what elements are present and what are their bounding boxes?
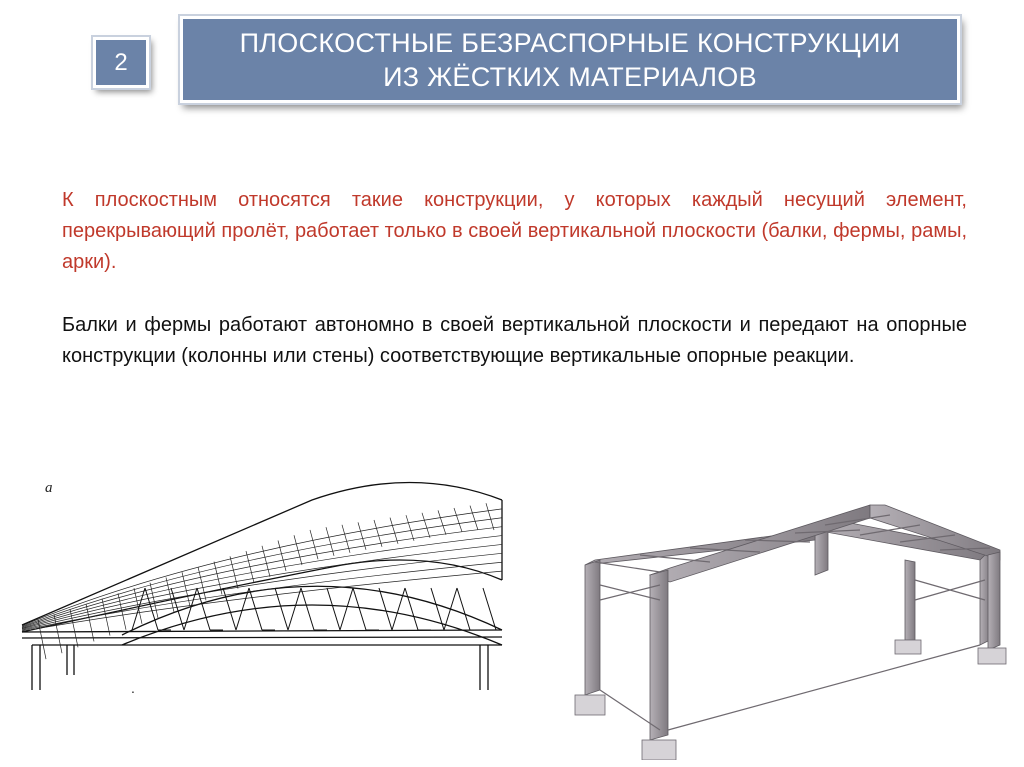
truss-web-member (288, 588, 301, 630)
title-line-2: ИЗ ЖЁСТКИХ МАТЕРИАЛОВ (383, 61, 757, 92)
roof-grid-line (230, 556, 238, 588)
roof-grid-line (118, 593, 126, 629)
roof-grid-line (86, 604, 94, 642)
arched-roof-drawing (12, 470, 512, 700)
truss-web-member (431, 588, 444, 630)
roof-grid-line (390, 518, 398, 544)
figure-mark: . (131, 680, 135, 696)
roof-grid-line (374, 520, 382, 547)
truss-web-member (184, 588, 197, 630)
title-line-1: ПЛОСКОСТНЫЕ БЕЗРАСПОРНЫЕ КОНСТРУКЦИИ (239, 27, 901, 58)
figure-a-label: а (45, 480, 53, 496)
truss-web-member (353, 588, 366, 630)
roof-grid-line (486, 503, 494, 530)
truss-web-member (405, 588, 418, 630)
truss-web-member (327, 588, 340, 630)
roof-grid-line (358, 522, 366, 549)
description-paragraph: Балки и фермы работают автономно в своей вертикальной плоскости и передают на опорные конструкции (колонны или стены) соответствующие вертикальные опорные реакции. (62, 314, 967, 367)
truss-web-member (197, 588, 210, 630)
roof-grid-line (406, 515, 414, 541)
definition-paragraph: К плоскостным относятся такие конструкции, у которых каждый несущий элемент, перекрывающий пролёт, работает только в своей вертикальной плоскости (балки, фермы, рамы, арки). (62, 189, 967, 273)
roof-grid-line (438, 510, 446, 534)
roof-grid-line (454, 508, 462, 532)
steel-frame-render (560, 490, 1010, 760)
roof-grid-line (22, 571, 502, 631)
slide-number: 2 (114, 48, 128, 76)
slide-number-badge (93, 37, 149, 88)
truss-web-member (132, 588, 145, 630)
truss-web-member (340, 588, 353, 630)
roof-grid-line (470, 506, 478, 530)
roof-grid-line (278, 541, 286, 571)
truss-web-member (301, 588, 314, 630)
roof-grid-line (22, 536, 502, 629)
truss-web-member (379, 588, 392, 630)
truss-web-member (457, 588, 470, 630)
roof-grid-line (22, 553, 502, 629)
title-banner (180, 16, 960, 103)
roof-grid-line (422, 513, 430, 538)
truss-web-member (444, 588, 457, 630)
